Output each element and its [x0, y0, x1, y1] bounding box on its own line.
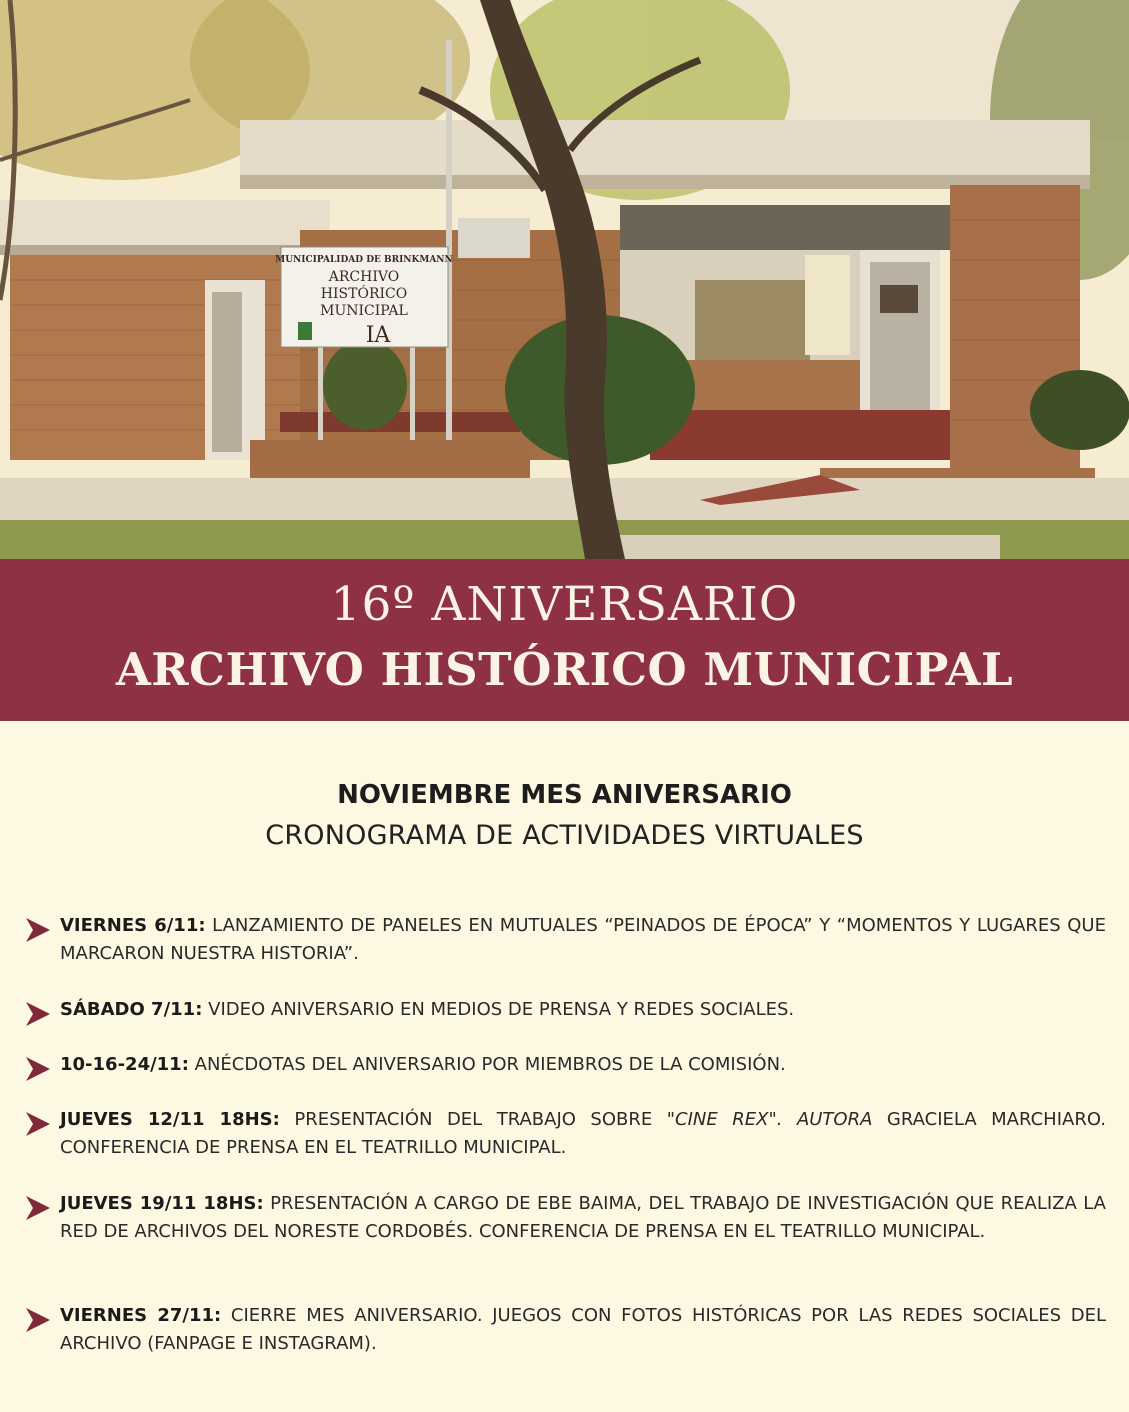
- chevron-right-icon: [24, 1110, 52, 1138]
- schedule-item-date: 10-16-24/11:: [60, 1054, 189, 1075]
- chevron-right-icon: [24, 1194, 52, 1222]
- schedule-item-date: VIERNES 6/11:: [60, 915, 206, 936]
- sign-line-1: MUNICIPALIDAD DE BRINKMANN: [275, 255, 453, 265]
- month-heading: NOVIEMBRE MES ANIVERSARIO: [337, 780, 792, 810]
- schedule-item-text: [60, 996, 1106, 1024]
- schedule-item-date: JUEVES 19/11 18HS:: [60, 1193, 264, 1214]
- schedule-item-date: VIERNES 27/11:: [60, 1305, 222, 1326]
- chevron-right-icon: [24, 1055, 52, 1083]
- schedule-item-description: CIERRE MES ANIVERSARIO. JUEGOS CON FOTOS HISTÓRICAS POR LAS REDES SOCIALES DEL ARCHIVO (FANPAGE E INSTAGRAM).: [60, 1305, 1106, 1354]
- schedule-item-description: ANÉCDOTAS DEL ANIVERSARIO POR MIEMBROS DE LA COMISIÓN.: [194, 1054, 786, 1075]
- schedule-item-date: JUEVES 12/11 18HS:: [60, 1109, 280, 1130]
- schedule-item-date: SÁBADO 7/11:: [60, 999, 203, 1020]
- schedule-item-description: LANZAMIENTO DE PANELES EN MUTUALES “PEINADOS DE ÉPOCA” Y “MOMENTOS Y LUGARES QUE MARCARON NUESTRA HISTORIA”.: [60, 915, 1106, 964]
- anniversary-title: 16º ANIVERSARIO: [330, 577, 799, 632]
- sign-logo: IA: [365, 323, 391, 348]
- chevron-right-icon: [24, 916, 52, 944]
- schedule-item-description: VIDEO ANIVERSARIO EN MEDIOS DE PRENSA Y REDES SOCIALES.: [208, 999, 795, 1020]
- schedule-item-text: [60, 1190, 1106, 1246]
- chevron-right-icon: [24, 1306, 52, 1334]
- schedule-item-italic: "CINE REX". AUTORA: [666, 1109, 873, 1130]
- schedule-item-text: [60, 912, 1106, 968]
- schedule-item-text: [60, 1051, 1106, 1079]
- building-illustration: [0, 0, 1129, 559]
- schedule-item-description-cont: GRACIELA MARCHIARO. CONFERENCIA DE PRENSA EN EL TEATRILLO MUNICIPAL.: [60, 1109, 1106, 1158]
- sign-line-3: HISTÓRICO: [320, 286, 408, 302]
- schedule-item-description: PRESENTACIÓN DEL TRABAJO SOBRE: [294, 1109, 653, 1130]
- title-banner: [0, 559, 1129, 721]
- sign-line-2: ARCHIVO: [328, 269, 400, 285]
- schedule-subheading: CRONOGRAMA DE ACTIVIDADES VIRTUALES: [265, 820, 864, 851]
- building-photo: [0, 0, 1129, 559]
- schedule-item-text: [60, 1302, 1106, 1358]
- chevron-right-icon: [24, 1000, 52, 1028]
- sign-line-4: MUNICIPAL: [320, 303, 408, 319]
- schedule-item-description: PRESENTACIÓN A CARGO DE EBE BAIMA, DEL TRABAJO DE INVESTIGACIÓN QUE REALIZA LA RED DE ARCHIVOS DEL NORESTE CORDOBÉS. CONFERENCIA DE PRENSA EN EL TEATRILLO MUNICIPAL.: [60, 1193, 1106, 1242]
- schedule-item-text: [60, 1106, 1106, 1162]
- municipal-shield-icon: [298, 322, 312, 340]
- archive-title: ARCHIVO HISTÓRICO MUNICIPAL: [115, 643, 1014, 696]
